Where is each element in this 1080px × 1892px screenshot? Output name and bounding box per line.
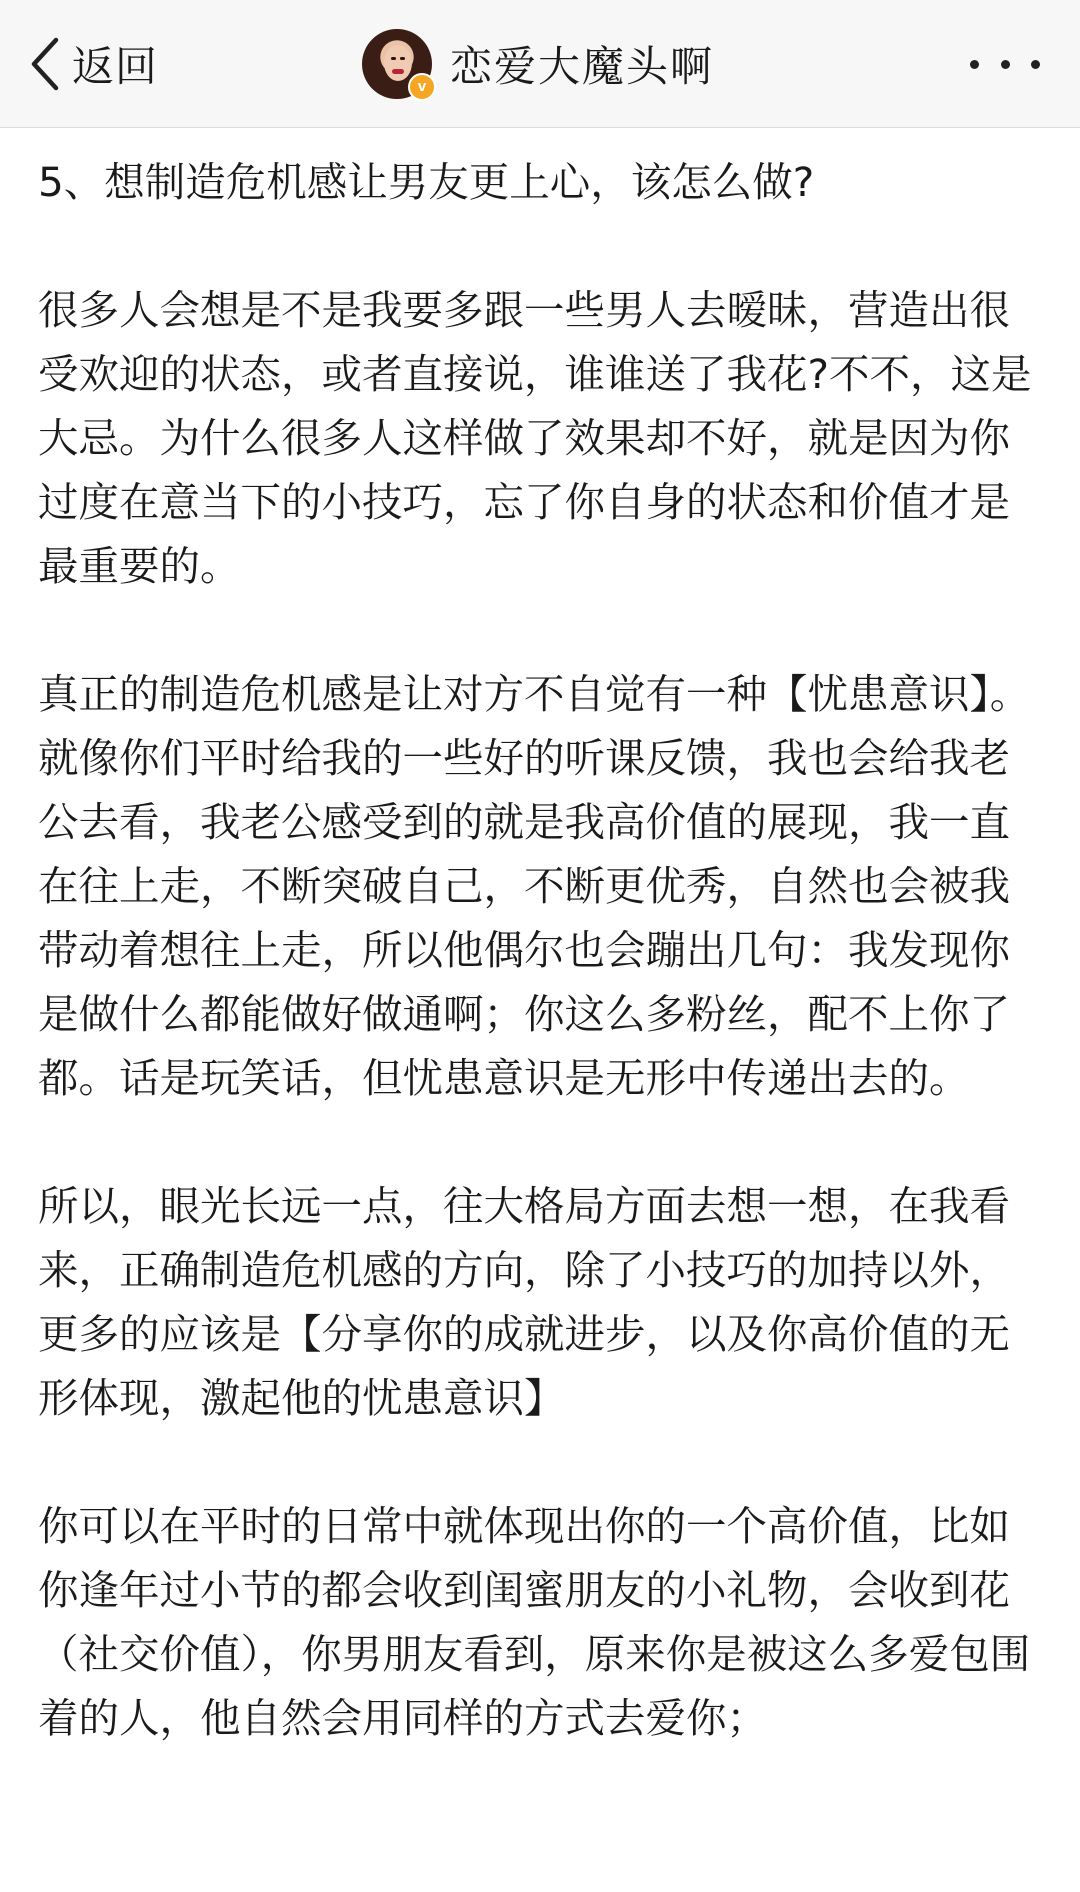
more-dots-icon <box>970 60 979 69</box>
verified-badge-icon: v <box>408 73 436 101</box>
chevron-left-icon <box>30 36 60 92</box>
post-heading: 5、想制造危机感让男友更上心，该怎么做? <box>38 158 815 206</box>
more-dots-icon <box>1031 60 1040 69</box>
post-paragraph: 所以，眼光长远一点，往大格局方面去想一想，在我看来，正确制造危机感的方向，除了小技巧的加持以外，更多的应该是【分享你的成就进步，以及你高价值的无形体现，激起他的忧患意识】 <box>38 1182 1010 1422</box>
avatar[interactable] <box>362 29 432 99</box>
more-options-button[interactable] <box>970 44 1040 84</box>
account-name: 恋爱大魔头啊 <box>450 42 715 91</box>
back-label: 返回 <box>72 42 159 91</box>
post-paragraph: 真正的制造危机感是让对方不自觉有一种【忧患意识】。就像你们平时给我的一些好的听课反馈，我也会给我老公去看，我老公感受到的就是我高价值的展现，我一直在往上走，不断突破自己，不断更优秀，自然也会被我带动着想往上走，所以他偶尔也会蹦出几句：我发现你是做什么都能做好做通啊；你这么多粉丝，配不上你了都。话是玩笑话，但忧患意识是无形中传递出去的。 <box>38 670 1031 1102</box>
top-navigation-bar <box>0 0 1080 128</box>
more-dots-icon <box>1001 60 1010 69</box>
account-title[interactable] <box>362 27 714 101</box>
post-paragraph: 你可以在平时的日常中就体现出你的一个高价值，比如你逢年过小节的都会收到闺蜜朋友的小礼物，会收到花（社交价值），你男朋友看到，原来你是被这么多爱包围着的人，他自然会用同样的方式去爱你； <box>38 1502 1031 1742</box>
back-button[interactable] <box>30 30 158 98</box>
post-paragraph: 很多人会想是不是我要多跟一些男人去暧昧，营造出很受欢迎的状态，或者直接说，谁谁送了我花?不不，这是大忌。为什么很多人这样做了效果却不好，就是因为你过度在意当下的小技巧，忘了你自身的状态和价值才是最重要的。 <box>38 286 1032 590</box>
post-content <box>38 150 1042 1814</box>
